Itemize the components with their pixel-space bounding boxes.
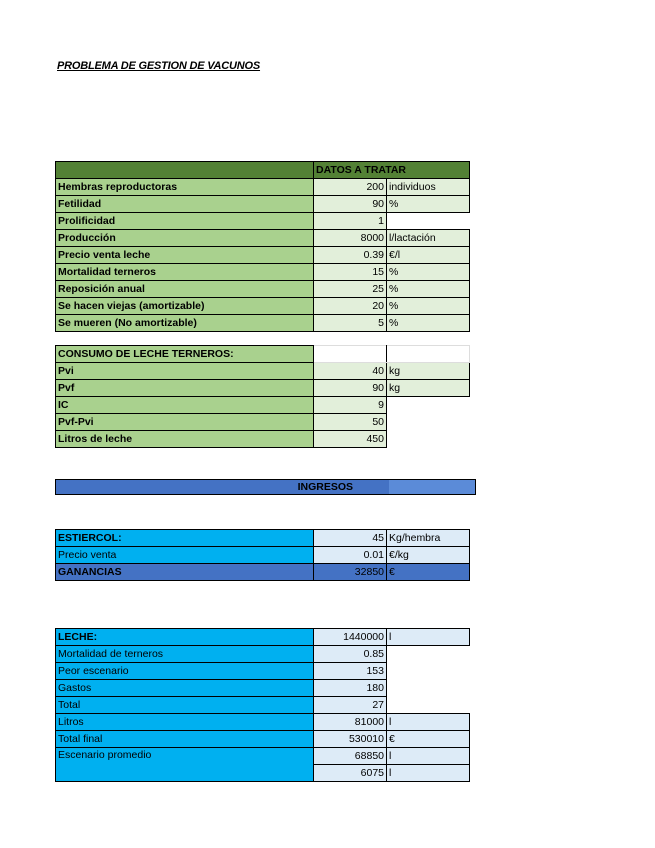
datos-value[interactable]: 200 — [314, 179, 387, 196]
leche-unit — [387, 697, 470, 714]
datos-value[interactable]: 8000 — [314, 230, 387, 247]
datos-unit[interactable]: % — [387, 264, 470, 281]
datos-value[interactable]: 5 — [314, 315, 387, 332]
table-row — [56, 380, 470, 397]
consumo-label[interactable]: Litros de leche — [56, 431, 314, 448]
consumo-unit — [387, 414, 470, 431]
sheet-title: PROBLEMA DE GESTION DE VACUNOS — [57, 60, 261, 72]
datos-value[interactable]: 20 — [314, 298, 387, 315]
consumo-header[interactable]: CONSUMO DE LECHE TERNEROS: — [56, 346, 314, 363]
datos-unit[interactable]: % — [387, 315, 470, 332]
datos-unit[interactable]: €/l — [387, 247, 470, 264]
leche-unit[interactable]: l — [387, 748, 470, 765]
consumo-header-blank[interactable] — [314, 346, 387, 363]
datos-unit[interactable]: l/lactación — [387, 230, 470, 247]
table-row — [56, 530, 470, 547]
leche-label[interactable]: Total final — [56, 731, 314, 748]
table-row — [56, 748, 470, 765]
ganancias-label[interactable]: GANANCIAS — [56, 564, 314, 581]
consumo-unit — [387, 431, 470, 448]
leche-unit[interactable]: l — [387, 714, 470, 731]
table-row — [56, 315, 470, 332]
leche-unit[interactable]: € — [387, 731, 470, 748]
consumo-unit[interactable]: kg — [387, 363, 470, 380]
leche-label[interactable]: Peor escenario — [56, 663, 314, 680]
table-row — [56, 247, 470, 264]
leche-unit — [387, 680, 470, 697]
estiercol-unit[interactable]: Kg/hembra — [387, 530, 470, 547]
datos-value[interactable]: 15 — [314, 264, 387, 281]
leche-value[interactable]: 530010 — [314, 731, 387, 748]
leche-value[interactable]: 6075 — [314, 765, 387, 782]
datos-unit[interactable]: % — [387, 196, 470, 213]
leche-value[interactable]: 68850 — [314, 748, 387, 765]
leche-unit — [387, 663, 470, 680]
leche-value[interactable]: 153 — [314, 663, 387, 680]
table-row — [56, 230, 470, 247]
ganancias-value[interactable]: 32850 — [314, 564, 387, 581]
datos-label[interactable]: Precio venta leche — [56, 247, 314, 264]
datos-unit[interactable]: % — [387, 281, 470, 298]
consumo-value[interactable]: 450 — [314, 431, 387, 448]
table-row — [56, 697, 470, 714]
datos-header-row — [56, 162, 470, 179]
leche-label[interactable]: LECHE: — [56, 629, 314, 646]
leche-value[interactable]: 27 — [314, 697, 387, 714]
leche-label[interactable]: Mortalidad de terneros — [56, 646, 314, 663]
estiercol-label[interactable]: ESTIERCOL: — [56, 530, 314, 547]
estiercol-value[interactable]: 0.01 — [314, 547, 387, 564]
table-row — [56, 646, 470, 663]
ingresos-bar-accent — [389, 480, 475, 494]
table-row — [56, 431, 470, 448]
table-row — [56, 298, 470, 315]
datos-header-left[interactable] — [56, 162, 314, 179]
leche-label[interactable]: Total — [56, 697, 314, 714]
table-row — [56, 179, 470, 196]
table-row — [56, 397, 470, 414]
table-row — [56, 564, 470, 581]
datos-label[interactable]: Mortalidad terneros — [56, 264, 314, 281]
table-row — [56, 547, 470, 564]
datos-label[interactable]: Se hacen viejas (amortizable) — [56, 298, 314, 315]
consumo-value[interactable]: 9 — [314, 397, 387, 414]
table-row — [56, 414, 470, 431]
consumo-label[interactable]: Pvf-Pvi — [56, 414, 314, 431]
table-row — [56, 663, 470, 680]
consumo-value[interactable]: 40 — [314, 363, 387, 380]
datos-label[interactable]: Prolificidad — [56, 213, 314, 230]
datos-unit[interactable] — [387, 213, 470, 230]
ingresos-bar[interactable] — [55, 479, 476, 495]
consumo-label[interactable]: IC — [56, 397, 314, 414]
table-row — [56, 264, 470, 281]
consumo-value[interactable]: 50 — [314, 414, 387, 431]
datos-value[interactable]: 0.39 — [314, 247, 387, 264]
table-row — [56, 363, 470, 380]
consumo-table — [55, 345, 470, 448]
datos-label[interactable]: Producción — [56, 230, 314, 247]
datos-header[interactable]: DATOS A TRATAR — [314, 162, 470, 179]
datos-table — [55, 161, 470, 332]
consumo-unit — [387, 397, 470, 414]
datos-label[interactable]: Fetilidad — [56, 196, 314, 213]
table-row — [56, 714, 470, 731]
leche-value[interactable]: 0.85 — [314, 646, 387, 663]
datos-value[interactable]: 90 — [314, 196, 387, 213]
consumo-label[interactable]: Pvi — [56, 363, 314, 380]
estiercol-label[interactable]: Precio venta — [56, 547, 314, 564]
datos-value[interactable]: 1 — [314, 213, 387, 230]
leche-label[interactable]: Escenario promedio — [56, 748, 314, 782]
leche-value[interactable]: 1440000 — [314, 629, 387, 646]
table-row — [56, 196, 470, 213]
datos-unit[interactable]: % — [387, 298, 470, 315]
table-row — [56, 680, 470, 697]
datos-unit[interactable]: individuos — [387, 179, 470, 196]
datos-label[interactable]: Reposición anual — [56, 281, 314, 298]
datos-label[interactable]: Se mueren (No amortizable) — [56, 315, 314, 332]
consumo-label[interactable]: Pvf — [56, 380, 314, 397]
table-row — [56, 281, 470, 298]
table-row — [56, 629, 470, 646]
leche-label[interactable]: Gastos — [56, 680, 314, 697]
table-row — [56, 731, 470, 748]
leche-unit[interactable]: l — [387, 629, 470, 646]
leche-value[interactable]: 180 — [314, 680, 387, 697]
datos-label[interactable]: Hembras reproductoras — [56, 179, 314, 196]
consumo-value[interactable]: 90 — [314, 380, 387, 397]
table-row — [56, 213, 470, 230]
leche-value[interactable]: 81000 — [314, 714, 387, 731]
leche-unit — [387, 646, 470, 663]
ingresos-label: INGRESOS — [297, 481, 353, 493]
consumo-unit[interactable]: kg — [387, 380, 470, 397]
leche-label[interactable]: Litros — [56, 714, 314, 731]
consumo-header-blank[interactable] — [387, 346, 470, 363]
ganancias-unit[interactable]: € — [387, 564, 470, 581]
datos-value[interactable]: 25 — [314, 281, 387, 298]
estiercol-unit[interactable]: €/kg — [387, 547, 470, 564]
estiercol-table — [55, 529, 470, 581]
leche-unit[interactable]: l — [387, 765, 470, 782]
leche-table — [55, 628, 470, 782]
consumo-header-row — [56, 346, 470, 363]
estiercol-value[interactable]: 45 — [314, 530, 387, 547]
